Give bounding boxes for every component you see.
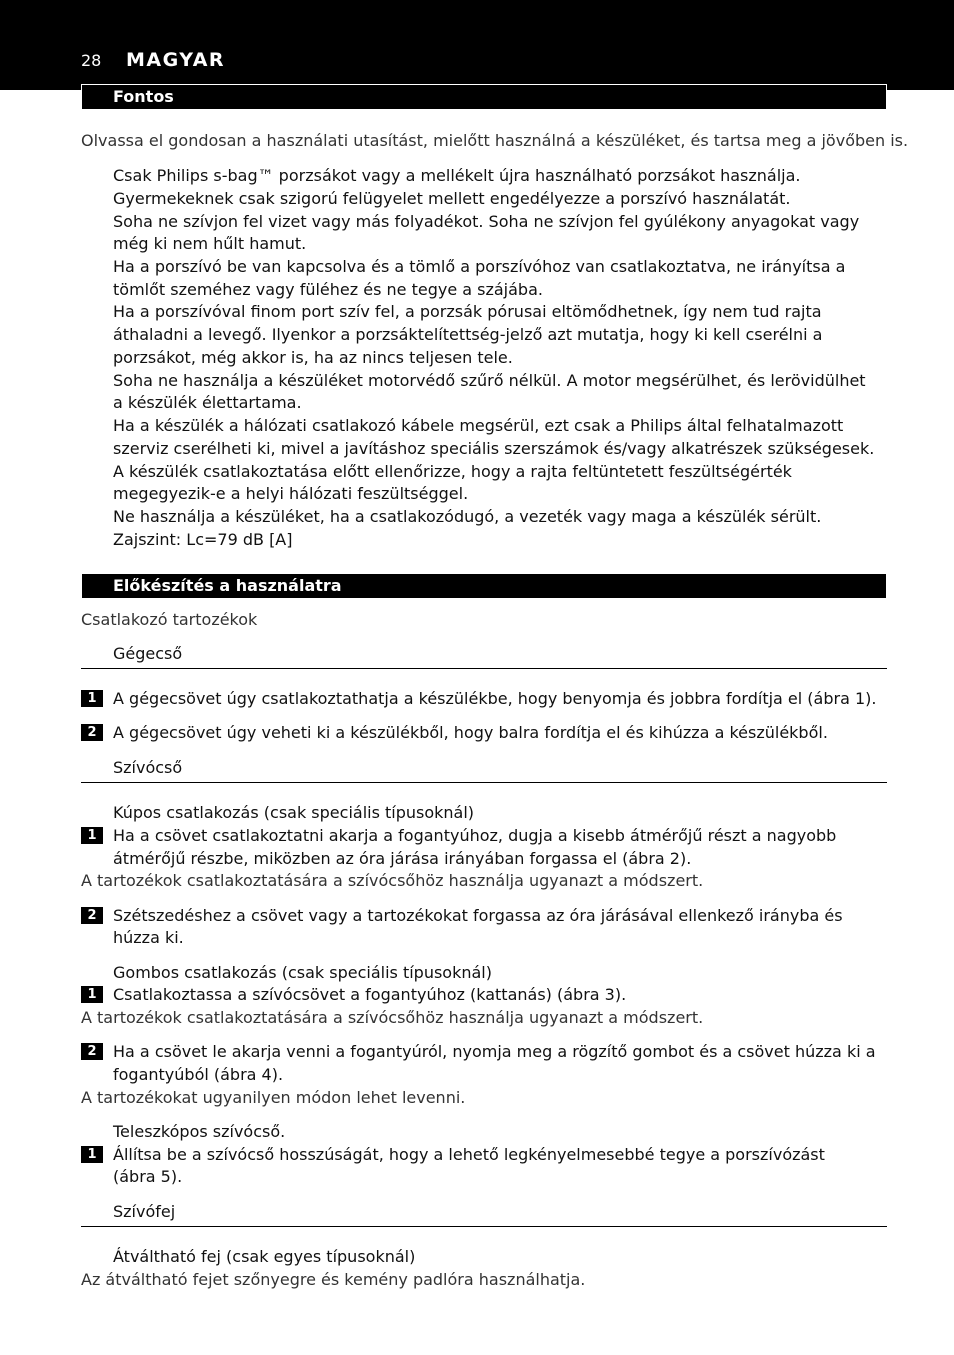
note-text: Az átváltható fejet szőnyegre és kemény padlóra használhatja. [81, 1270, 586, 1289]
language-label: MAGYAR [126, 49, 226, 71]
note-text: A tartozékok csatlakoztatására a szívócsőhöz használja ugyanazt a módszert. [81, 1008, 704, 1027]
step-badge-1: 1 [81, 986, 103, 1003]
subsection-title-tube: Szívócső [113, 758, 183, 777]
step-badge-1: 1 [81, 827, 103, 844]
warning-line: A készülék csatlakoztatása előtt ellenőrizze, hogy a rajta feltüntetett feszültségérték [113, 462, 792, 481]
page-number: 28 [81, 51, 102, 70]
step-text: Ha a csövet csatlakoztatni akarja a fogantyúhoz, dugja a kisebb átmérőjű részt a nagyobb [113, 826, 837, 845]
step-text: A gégecsövet úgy csatlakoztathatja a készülékbe, hogy benyomja és jobbra fordítja el (ábra 1). [113, 689, 877, 708]
step-text: fogantyúból (ábra 4). [113, 1065, 284, 1084]
step-text: Szétszedéshez a csövet vagy a tartozékokat forgassa az óra járásával ellenkező irányba és [113, 906, 843, 925]
warning-line: porzsákot, még akkor is, ha az nincs teljesen tele. [113, 348, 513, 367]
step-text: (ábra 5). [113, 1167, 183, 1186]
warning-line: Csak Philips s-bag™ porzsákot vagy a mellékelt újra használható porzsákot használja. [113, 166, 801, 185]
step-text: A gégecsövet úgy veheti ki a készülékből, hogy balra fordítja el és kihúzza a készülékből. [113, 723, 828, 742]
step-badge-1: 1 [81, 1146, 103, 1163]
divider [81, 782, 887, 783]
page-header-bar [0, 0, 954, 90]
subsection-title-nozzle: Szívófej [113, 1202, 176, 1221]
warning-line: Gyermekeknek csak szigorú felügyelet mellett engedélyezze a porszívó használatát. [113, 189, 791, 208]
section-title: Előkészítés a használatra [113, 576, 342, 595]
note-text: A tartozékokat ugyanilyen módon lehet levenni. [81, 1088, 466, 1107]
intro-text: Olvassa el gondosan a használati utasítást, mielőtt használná a készüléket, és tartsa meg a jövőben is. [81, 131, 909, 150]
warning-line: Ha a készülék a hálózati csatlakozó kábele megsérül, ezt csak a Philips által felhatalmazott [113, 416, 844, 435]
warning-line: Zajszint: Lc=79 dB [A] [113, 530, 293, 549]
section-title: Fontos [113, 87, 174, 106]
step-badge-2: 2 [81, 907, 103, 924]
step-text: Állítsa be a szívócső hosszúságát, hogy a lehető legkényelmesebbé tegye a porszívózást [113, 1145, 825, 1164]
button-coupling-title: Gombos csatlakozás (csak speciális típusoknál) [113, 963, 492, 982]
warning-line: még ki nem hűlt hamut. [113, 234, 307, 253]
step-text: Csatlakoztassa a szívócsövet a fogantyúhoz (kattanás) (ábra 3). [113, 985, 627, 1004]
warning-line: Ne használja a készüléket, ha a csatlakozódugó, a vezeték vagy maga a készülék sérült. [113, 507, 822, 526]
step-badge-2: 2 [81, 724, 103, 741]
step-text: átmérőjű részbe, miközben az óra járása irányában forgassa el (ábra 2). [113, 849, 692, 868]
accessories-heading: Csatlakozó tartozékok [81, 610, 258, 629]
warning-line: a készülék élettartama. [113, 393, 302, 412]
warning-line: szerviz cserélheti ki, mivel a javításhoz speciális szerszámok és/vagy alkatrészek szükségesek. [113, 439, 875, 458]
note-text: A tartozékok csatlakoztatására a szívócsőhöz használja ugyanazt a módszert. [81, 871, 704, 890]
telescopic-title: Teleszkópos szívócső. [113, 1122, 286, 1141]
conical-title: Kúpos csatlakozás (csak speciális típusoknál) [113, 803, 475, 822]
switchable-nozzle-title: Átváltható fej (csak egyes típusoknál) [113, 1247, 416, 1266]
step-badge-2: 2 [81, 1043, 103, 1060]
warning-line: Ha a porszívóval finom port szív fel, a porzsák pórusai eltömődhetnek, így nem tud rajta [113, 302, 822, 321]
divider [81, 668, 887, 669]
warning-line: áthaladni a levegő. Ilyenkor a porzsáktelítettség-jelző azt mutatja, hogy ki kell cserélni a [113, 325, 823, 344]
warning-line: Soha ne szívjon fel vizet vagy más folyadékot. Soha ne szívjon fel gyúlékony anyagokat vagy [113, 212, 860, 231]
step-badge-1: 1 [81, 690, 103, 707]
warning-line: megegyezik-e a helyi hálózati feszültséggel. [113, 484, 469, 503]
step-text: húzza ki. [113, 928, 184, 947]
step-text: Ha a csövet le akarja venni a fogantyúról, nyomja meg a rögzítő gombot és a csövet húzza ki a [113, 1042, 876, 1061]
section-heading-important [81, 84, 887, 110]
divider [81, 1226, 887, 1227]
section-heading-preparing [81, 573, 887, 599]
subsection-title-hose: Gégecső [113, 644, 183, 663]
warning-line: tömlőt szeméhez vagy füléhez és ne tegye a szájába. [113, 280, 543, 299]
warning-line: Soha ne használja a készüléket motorvédő szűrő nélkül. A motor megsérülhet, és lerövidülhet [113, 371, 866, 390]
warning-line: Ha a porszívó be van kapcsolva és a tömlő a porszívóhoz van csatlakoztatva, ne irányítsa a [113, 257, 846, 276]
